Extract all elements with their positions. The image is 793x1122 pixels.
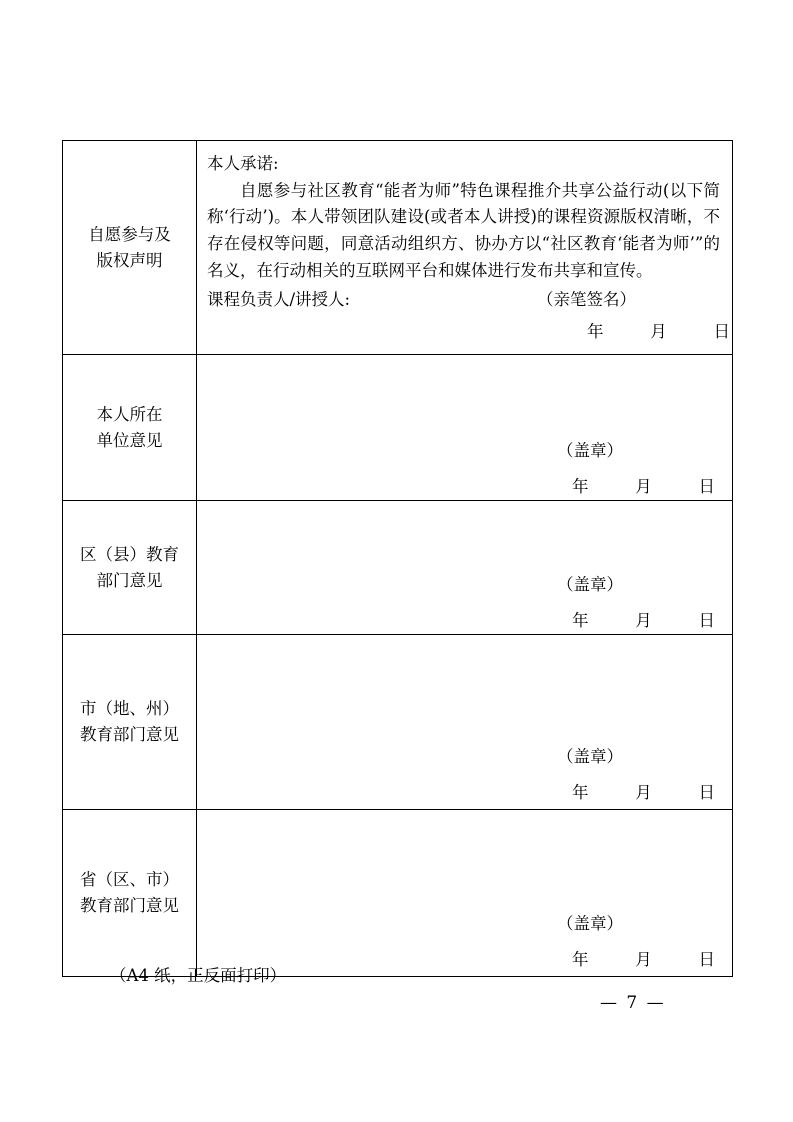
- opinion-date-month: 月: [635, 477, 652, 497]
- table-row-district-opinion: [63, 501, 733, 635]
- opinion-area: [197, 355, 732, 500]
- row-label-line-1: 本人所在: [96, 404, 163, 424]
- opinion-date-year: 年: [572, 477, 589, 497]
- row-label-declaration: [63, 141, 197, 355]
- print-footnote: （A4 纸，正反面打印）: [110, 966, 287, 985]
- declaration-date-year: 年: [587, 322, 604, 342]
- row-label-province-opinion: [63, 810, 197, 977]
- table-row-declaration: [63, 141, 733, 355]
- opinion-date-year: 年: [572, 783, 589, 803]
- commitment-form-table: [62, 140, 733, 977]
- seal-placeholder: （盖章）: [557, 575, 623, 595]
- sign-label: 课程负责人/讲授人:: [207, 289, 351, 309]
- table-row-city-opinion: [63, 635, 733, 810]
- row-label-city-opinion: [63, 635, 197, 810]
- row-label-line-1: 省（区、市）: [80, 870, 179, 890]
- row-label-employer-opinion: [63, 355, 197, 501]
- district-opinion-cell: [197, 501, 733, 635]
- employer-opinion-cell: [197, 355, 733, 501]
- row-label-district-opinion: [63, 501, 197, 635]
- opinion-date-line: [572, 607, 715, 631]
- declaration-cell: [197, 141, 733, 355]
- declaration-date-line: 年 月 日: [207, 319, 720, 346]
- opinion-date-month: 月: [635, 611, 652, 631]
- seal-placeholder: （盖章）: [557, 914, 623, 934]
- opinion-date-line: [572, 473, 715, 497]
- opinion-date-day: 日: [698, 611, 715, 631]
- opinion-date-year: 年: [572, 611, 589, 631]
- row-label-line-2: 部门意见: [96, 570, 163, 590]
- opinion-area: [197, 635, 732, 809]
- page-number: — 7 —: [600, 993, 666, 1013]
- opinion-date-year: 年: [572, 950, 589, 970]
- row-label-line-2: 版权声明: [96, 250, 163, 270]
- row-label-line-1: 区（县）教育: [80, 544, 179, 564]
- declaration-date-month: 月: [650, 322, 667, 342]
- opinion-date-month: 月: [635, 783, 652, 803]
- row-label-line-2: 教育部门意见: [80, 725, 179, 745]
- declaration-body: 自愿参与社区教育“能者为师”特色课程推介共享公益行动(以下简称‘行动’)。本人带领团队建设(或者本人讲授)的课程资源版权清晰，不存在侵权等问题，同意活动组织方、协办方以“社区教育‘能者为师’”的名义，在行动相关的互联网平台和媒体进行发布共享和宣传。: [207, 180, 720, 280]
- province-opinion-cell: [197, 810, 733, 977]
- opinion-date-day: 日: [698, 950, 715, 970]
- opinion-date-line: [572, 946, 715, 970]
- opinion-date-month: 月: [635, 950, 652, 970]
- declaration-text: [197, 141, 732, 354]
- opinion-area: [197, 810, 732, 976]
- row-label-line-2: 单位意见: [96, 430, 163, 450]
- table-row-province-opinion: [63, 810, 733, 977]
- declaration-sign-line: [207, 287, 720, 314]
- opinion-date-day: 日: [698, 477, 715, 497]
- opinion-date-line: [572, 779, 715, 803]
- seal-placeholder: （盖章）: [557, 747, 623, 767]
- opinion-area: [197, 501, 732, 634]
- declaration-title: 本人承诺:: [207, 154, 279, 173]
- seal-placeholder: （盖章）: [557, 441, 623, 461]
- table-row-employer-opinion: [63, 355, 733, 501]
- row-label-line-1: 市（地、州）: [80, 699, 179, 719]
- opinion-date-day: 日: [698, 783, 715, 803]
- row-label-line-2: 教育部门意见: [80, 896, 179, 916]
- city-opinion-cell: [197, 635, 733, 810]
- sign-note: （亲笔签名）: [537, 289, 636, 309]
- row-label-line-1: 自愿参与及: [88, 224, 171, 244]
